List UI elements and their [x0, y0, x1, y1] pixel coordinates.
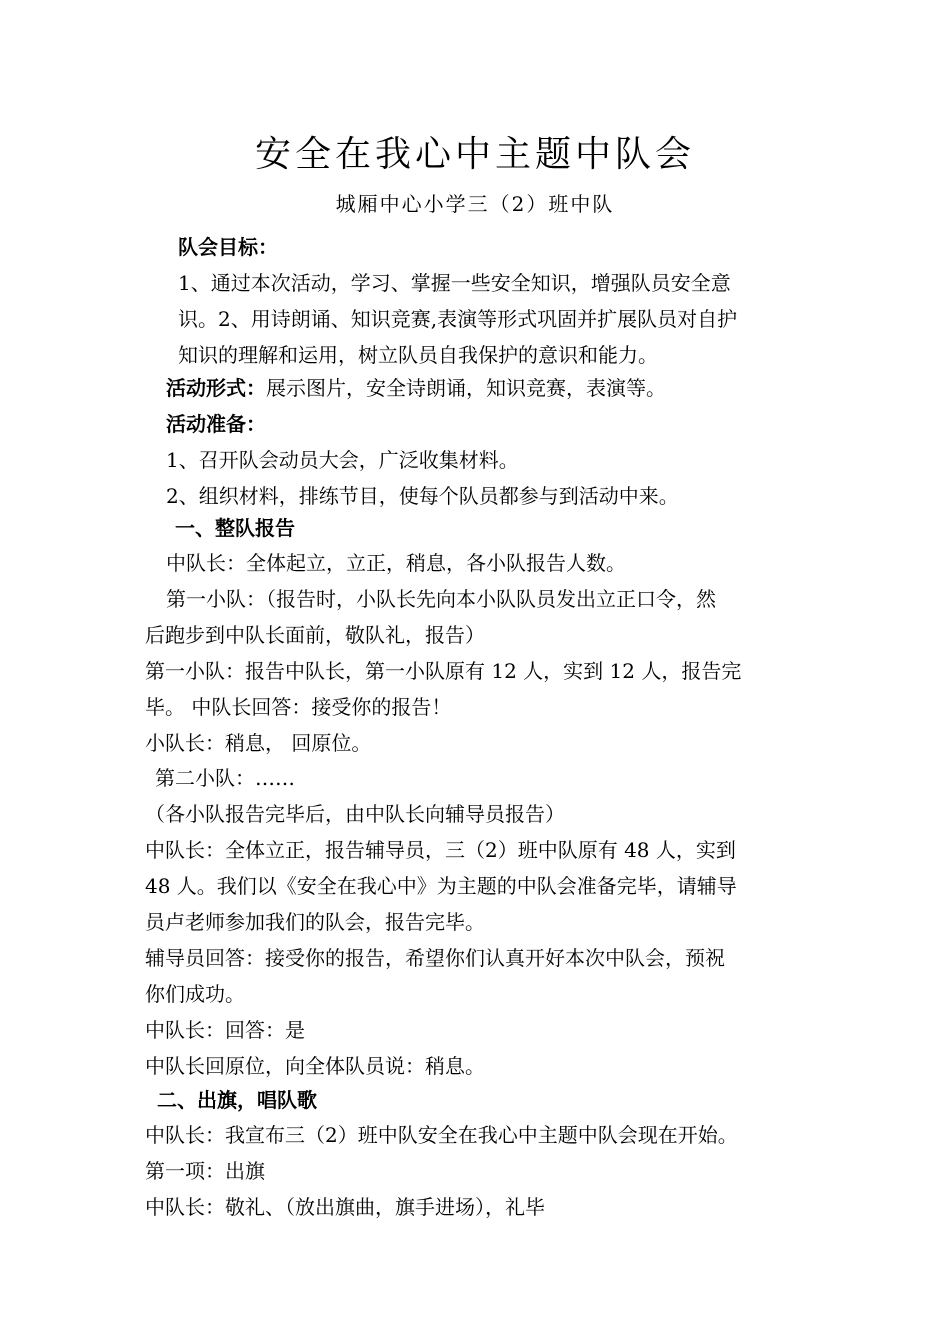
prep-item: 1、召开队会动员大会，广泛收集材料。 [166, 448, 519, 472]
paragraph-line: 第一小队：报告中队长，第一小队原有 12 人，实到 12 人，报告完 [145, 659, 742, 683]
goal-heading: 队会目标： [178, 235, 278, 259]
paragraph-line: 第二小队：…… [155, 766, 295, 790]
paragraph-line: 中队长：回答：是 [145, 1018, 305, 1042]
section-heading: 一、整队报告 [175, 516, 295, 540]
paragraph-line: 小队长：稍息， 回原位。 [145, 731, 372, 755]
paragraph-line: 第一项：出旗 [145, 1159, 265, 1183]
paragraph-line: 后跑步到中队长面前，敬队礼，报告） [145, 623, 485, 647]
goal-line: 1、通过本次活动，学习、掌握一些安全知识，增强队员安全意 [178, 271, 731, 295]
prep-item: 2、组织材料，排练节目，使每个队员都参与到活动中来。 [166, 484, 679, 508]
paragraph-line: 中队长：全体起立，立正，稍息，各小队报告人数。 [166, 551, 626, 575]
paragraph-line: 中队长回原位，向全体队员说：稍息。 [145, 1054, 485, 1078]
paragraph-line: 员卢老师参加我们的队会，报告完毕。 [145, 910, 485, 934]
activity-form [166, 375, 666, 401]
page-subtitle: 城厢中心小学三（2）班中队 [335, 192, 615, 216]
paragraph-line: 你们成功。 [145, 982, 245, 1006]
prep-heading: 活动准备： [166, 412, 266, 436]
paragraph-line: 毕。 中队长回答：接受你的报告！ [145, 695, 452, 719]
paragraph-line: 48 人。我们以《安全在我心中》为主题的中队会准备完毕，请辅导 [145, 874, 737, 898]
goal-line: 识。2、用诗朗诵、知识竞赛,表演等形式巩固并扩展队员对自护 [178, 307, 738, 331]
goal-line: 知识的理解和运用，树立队员自我保护的意识和能力。 [178, 343, 658, 367]
paragraph-line: 中队长：敬礼、（放出旗曲，旗手进场），礼毕 [145, 1195, 545, 1219]
activity-form-label: 活动形式： [166, 376, 266, 400]
section-heading: 二、出旗，唱队歌 [157, 1088, 317, 1112]
paragraph-line: 中队长：我宣布三（2）班中队安全在我心中主题中队会现在开始。 [145, 1123, 738, 1147]
page-title: 安全在我心中主题中队会 [254, 134, 695, 175]
paragraph-line: 中队长：全体立正，报告辅导员，三（2）班中队原有 48 人，实到 [145, 838, 736, 862]
paragraph-line: 第一小队：（报告时，小队长先向本小队队员发出立正口令，然 [166, 587, 716, 611]
paragraph-line: 辅导员回答：接受你的报告，希望你们认真开好本次中队会，预祝 [145, 946, 725, 970]
paragraph-line: （各小队报告完毕后，由中队长向辅导员报告） [145, 802, 565, 826]
activity-form-text: 展示图片，安全诗朗诵，知识竞赛，表演等。 [266, 376, 666, 400]
